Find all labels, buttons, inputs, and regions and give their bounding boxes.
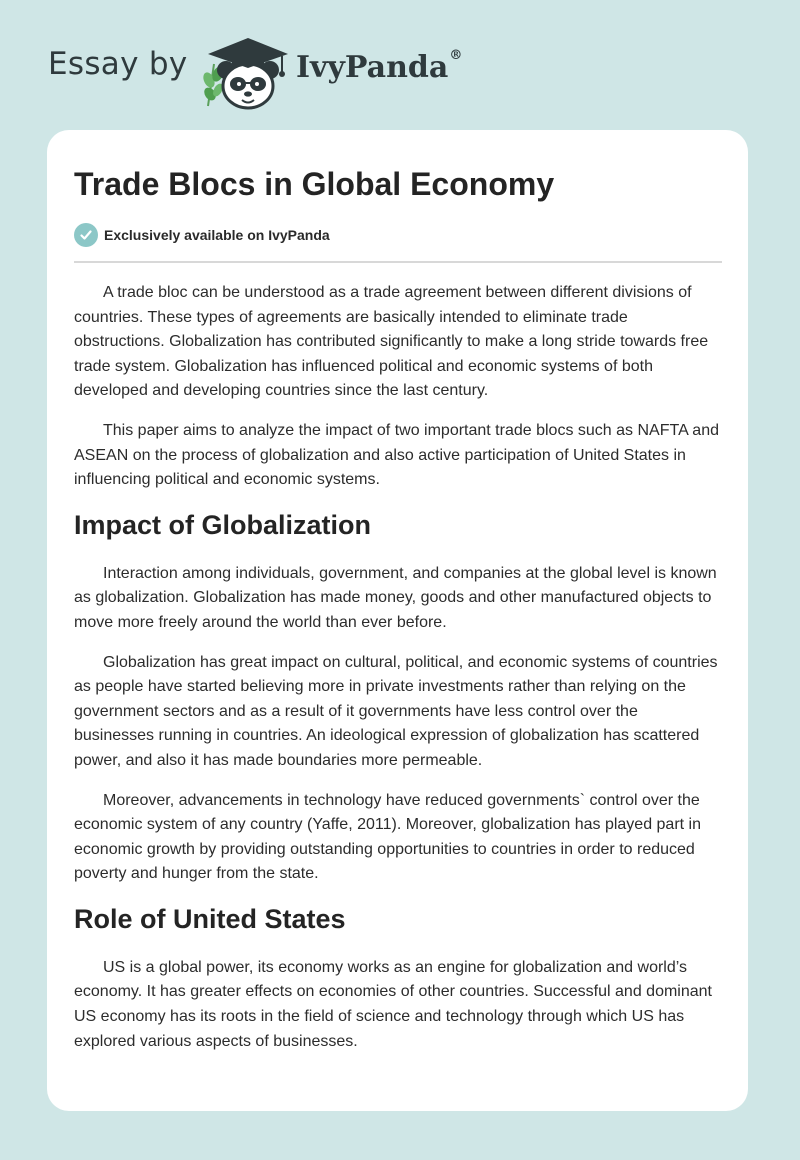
- site-header: [0, 0, 800, 130]
- paragraph: Moreover, advancements in technology have reduced governments` control over the economic system of any country (Yaffe, 2011). Moreover, globalization has played part in economic growth by providing outstanding opportunities to countries in order to reduced poverty and hunger from the state.: [74, 791, 701, 883]
- brand-text: IvyPanda: [296, 50, 449, 85]
- paragraph: Interaction among individuals, government, and companies at the global level is known as globalization. Globalization has made money, goods and other manufactured objects to move more freely around the world than ever before.: [74, 564, 717, 631]
- essay-card: [47, 130, 748, 1111]
- page-title: Trade Blocs in Global Economy: [74, 166, 555, 202]
- divider: [74, 261, 722, 263]
- checkmark-circle-icon: [74, 223, 98, 247]
- exclusive-badge: [74, 222, 722, 248]
- brand-name[interactable]: [296, 50, 462, 85]
- essay-by-label: Essay by: [48, 46, 188, 82]
- paragraph: Globalization has great impact on cultural, political, and economic systems of countries as people have started believing more in private investments rather than relying on the government sectors and as a result of it governments have less control over the businesses running in countries. An ideological expression of globalization has scattered power, and also it has made boundaries more permeable.: [74, 653, 718, 769]
- paragraph: US is a global power, its economy works as an engine for globalization and world’s economy. It has greater effects on economies of other countries. Successful and dominant US economy has its roots in the field of science and technology through which US has explored various aspects of businesses.: [74, 958, 712, 1050]
- registered-mark: ®: [449, 48, 463, 63]
- paragraph: A trade bloc can be understood as a trade agreement between different divisions of countries. These types of agreements are basically intended to eliminate trade obstructions. Globalization has contributed significantly to make a long stride towards free trade system. Globalization has influenced political and economic systems of both developed and developing countries since the last century.: [74, 284, 709, 400]
- section-heading: Impact of Globalization: [74, 509, 372, 540]
- exclusive-badge-label: Exclusively available on IvyPanda: [104, 227, 330, 243]
- paragraph: This paper aims to analyze the impact of two important trade blocs such as NAFTA and ASEAN on the process of globalization and also active participation of United States in influencing political and economic systems.: [74, 421, 719, 489]
- section-heading: Role of United States: [74, 903, 346, 934]
- panda-logo-icon[interactable]: [200, 34, 296, 110]
